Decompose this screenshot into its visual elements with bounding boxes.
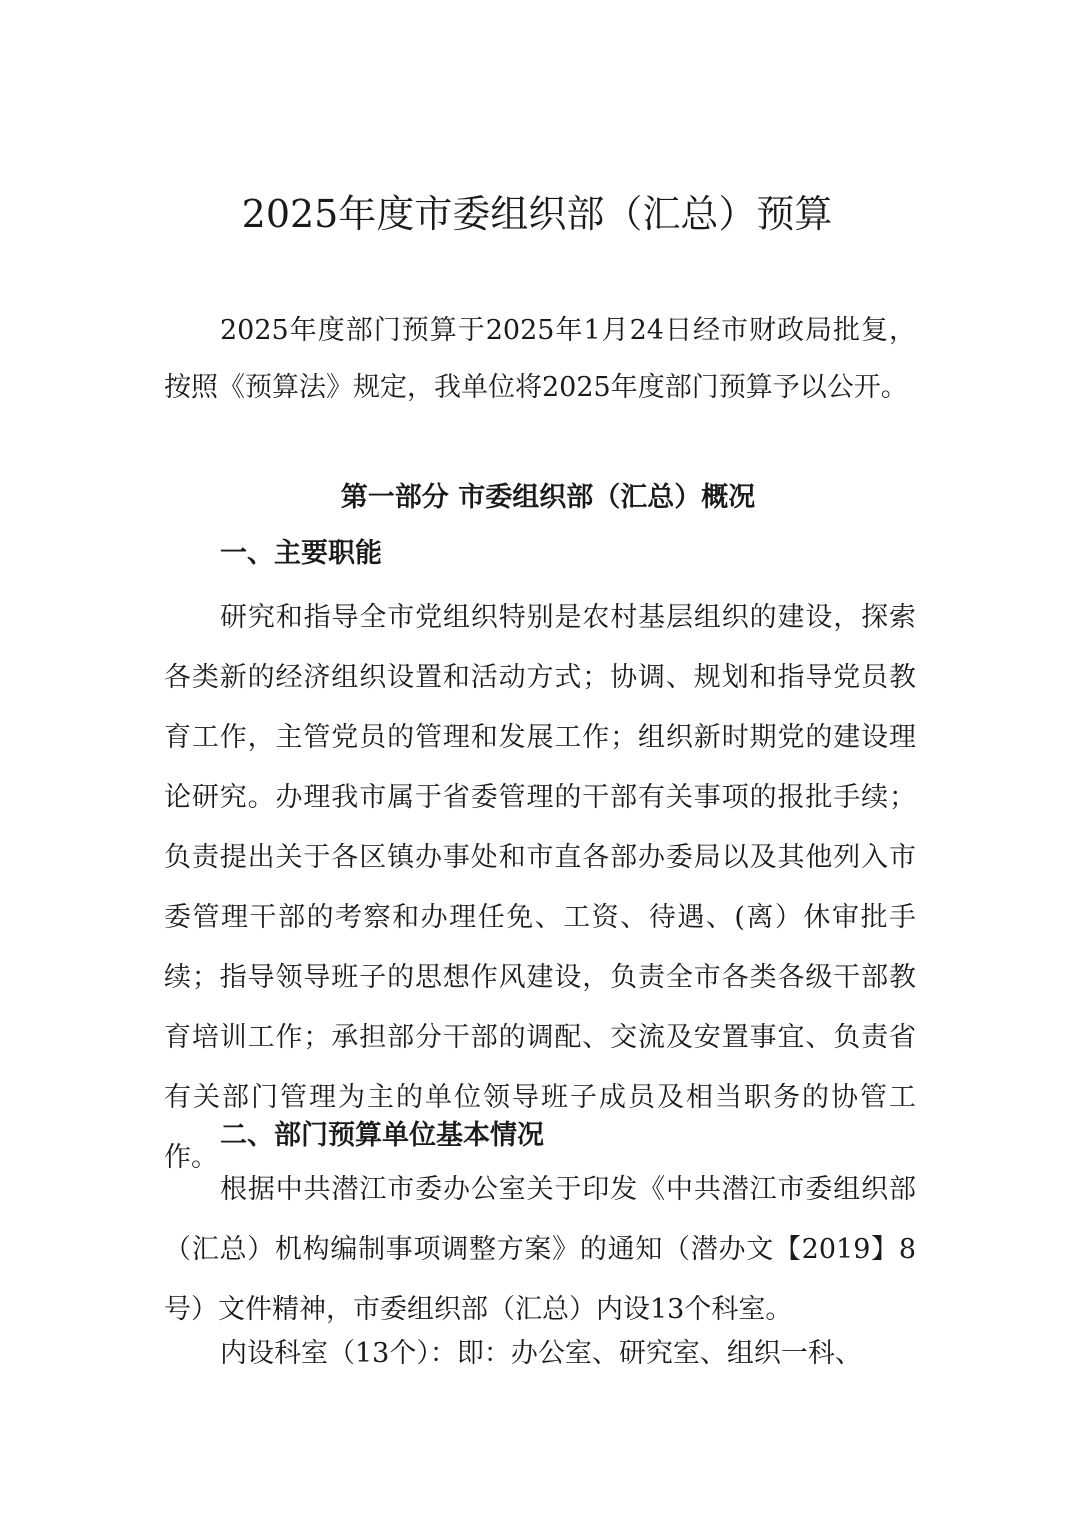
- section-two-offices: 内设科室（13个）：即：办公室、研究室、组织一科、: [220, 1338, 862, 1369]
- section-one-body: 研究和指导全市党组织特别是农村基层组织的建设，探索各类新的经济组织设置和活动方式；协调、规划和指导党员教育工作，主管党员的管理和发展工作；组织新时期党的建设理论研究。办理我市属于省委管理的干部有关事项的报批手续；负责提出关于各区镇办事处和市直各部办委局以及其他列入市委管理干部的考察和办理任免、工资、待遇、(离）休审批手续；指导领导班子的思想作风建设，负责全市各类各级干部教育培训工作；承担部分干部的调配、交流及安置事宜、负责省有关部门管理为主的单位领导班子成员及相当职务的协管工作。: [164, 602, 916, 1173]
- document-title: 2025年度市委组织部（汇总）预算: [241, 192, 833, 236]
- section-two-body: 根据中共潜江市委办公室关于印发《中共潜江市委组织部（汇总）机构编制事项调整方案》的通知（潜办文【2019】8号）文件精神，市委组织部（汇总）内设13个科室。: [164, 1174, 916, 1325]
- section-one-heading: 一、主要职能: [220, 538, 382, 569]
- part-one-heading: 第一部分 市委组织部（汇总）概况: [340, 482, 756, 513]
- intro-paragraph: 2025年度部门预算于2025年1月24日经市财政局批复，按照《预算法》规定，我单位将2025年度部门预算予以公开。: [164, 315, 916, 403]
- section-two-heading: 二、部门预算单位基本情况: [220, 1120, 544, 1151]
